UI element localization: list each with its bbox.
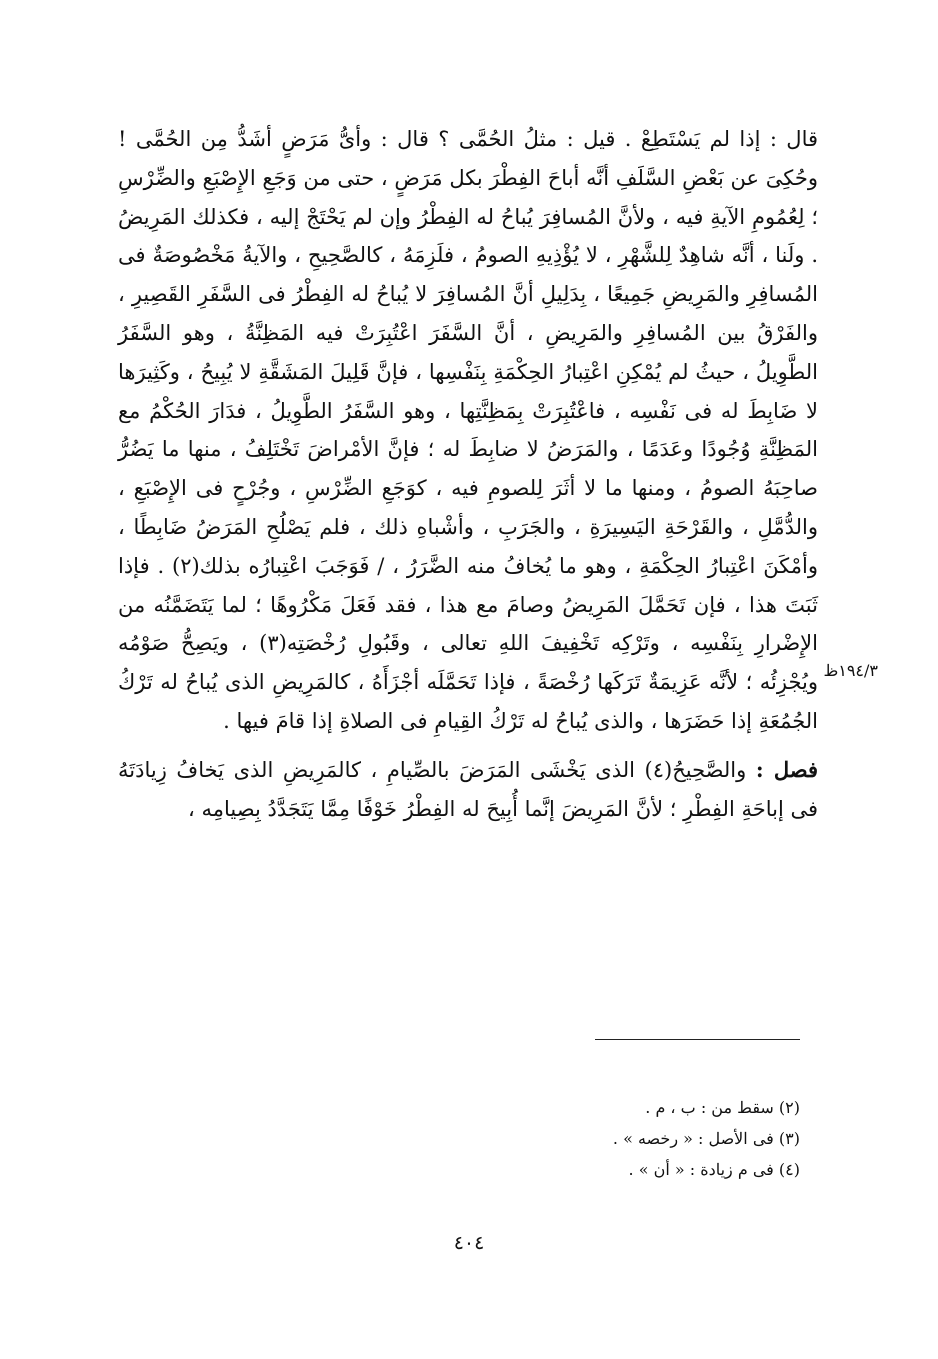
paragraph-2 <box>118 751 818 829</box>
paragraph-2-text: والصَّحِيحُ(٤) الذى يَخْشَى المَرَضَ بالصِّيامِ ، كالمَرِيضِ الذى يَخافُ زِيادَتَهُ فى إباحَةِ الفِطْرِ ؛ لأنَّ المَرِيضَ إنَّما أُبِيحَ له الفِطْرُ خَوْفًا مِمَّا يَتَجَدَّدُ بِصِيامِه ، <box>118 757 818 821</box>
main-text <box>118 120 818 828</box>
page-number: ٤٠٤ <box>453 1232 485 1254</box>
footnote-divider <box>595 1039 800 1040</box>
footnote-2: (٢) سقط من : ب ، م . <box>645 1098 800 1117</box>
footnotes <box>400 1092 800 1185</box>
section-heading: فصل : <box>755 756 818 782</box>
footnote-4: (٤) فى م زيادة : « أن » . <box>628 1160 800 1179</box>
footnote-3: (٣) فى الأصل : « رخصه » . <box>612 1129 800 1148</box>
paragraph-1: قال : إذا لم يَسْتَطِعْ . قيل : مثلُ الحُمَّى ؟ قال : وأىُّ مَرَضٍ أشَدُّ مِن الحُمَّى ! وحُكِىَ عن بَعْضِ السَّلَفِ أنَّه أباحَ الفِطْرَ بكل مَرَضٍ ، حتى من وَجَعِ الإِصْبَعِ والضِّرْسِ ؛ لِعُمُومِ الآيةِ فيه ، ولأنَّ المُسافِرَ يُباحُ له الفِطْرُ وإن لم يَحْتَجْ إليه ، فكذلك المَرِيضُ . ولَنا ، أنَّه شاهِدٌ لِلشَّهْرِ ، لا يُؤْذِيهِ الصومُ ، فلَزِمَهُ ، كالصَّحِيحِ ، والآيةُ مَخْصُوصَةٌ فى المُسافِرِ والمَرِيضِ جَمِيعًا ، بِدَلِيلِ أنَّ المُسافِرَ لا يُباحُ له الفِطْرُ فى السَّفَرِ القَصِيرِ ، والفَرْقُ بين المُسافِرِ والمَرِيضِ ، أنَّ السَّفَرَ اعْتُبِرَتْ فيه المَظِنَّةُ ، وهو السَّفَرُ الطَّوِيلُ ، حيثُ لم يُمْكِنِ اعْتِبارُ الحِكْمَةِ بِنَفْسِها ، فإنَّ قَلِيلَ المَشَقَّةِ لا يُبِيحُ ، وكَثِيرَها لا ضَابِطَ له فى نَفْسِه ، فاعْتُبِرَتْ بِمَظِنَّتِها ، وهو السَّفَرُ الطَّوِيلُ ، فدَارَ الحُكْمُ مع المَظِنَّةِ وُجُودًا وعَدَمًا ، والمَرَضُ لا ضابِطَ له ؛ فإنَّ الأمْراضَ تَخْتَلِفُ ، منها ما يَضُرُّ صاحِبَهُ الصومُ ، ومنها ما لا أثَرَ لِلصومِ فيه ، كوَجَعِ الضِّرْسِ ، وجُرْحٍ فى الإِصْبَعِ ، والدُّمَّلِ ، والقَرْحَةِ اليَسِيرَةِ ، والجَرَبِ ، وأشْباهِ ذلك ، فلم يَصْلُحِ المَرَضُ ضَابِطًا ، وأمْكَنَ اعْتِبارُ الحِكْمَةِ ، وهو ما يُخافُ منه الضَّرَرُ ، / فَوَجَبَ اعْتِبارُه بذلك(٢) . فإذا ثَبَتَ هذا ، فإن تَحَمَّلَ المَرِيضُ وصامَ مع هذا ، فقد فَعَلَ مَكْرُوهًا ؛ لما يَتَضَمَّنُه من الإِضْرارِ بِنَفْسِه ، وتَرْكِه تَخْفِيفَ اللهِ تعالى ، وقَبُولِ رُخْصَتِه(٣) ، ويَصِحُّ صَوْمُه ويُجْزِئُه ؛ لأنَّه عَزِيمَةٌ تَرَكَها رُخْصَةً ، فإذا تَحَمَّلَه أجْزَأَهُ ، كالمَرِيضِ الذى يُباحُ له تَرْكُ الجُمُعَةِ إذا حَضَرَها ، والذى يُباحُ له تَرْكُ القِيامِ فى الصلاةِ إذا قامَ فيها . <box>118 127 818 733</box>
margin-reference: ١٩٤/٣ظ <box>823 661 878 680</box>
